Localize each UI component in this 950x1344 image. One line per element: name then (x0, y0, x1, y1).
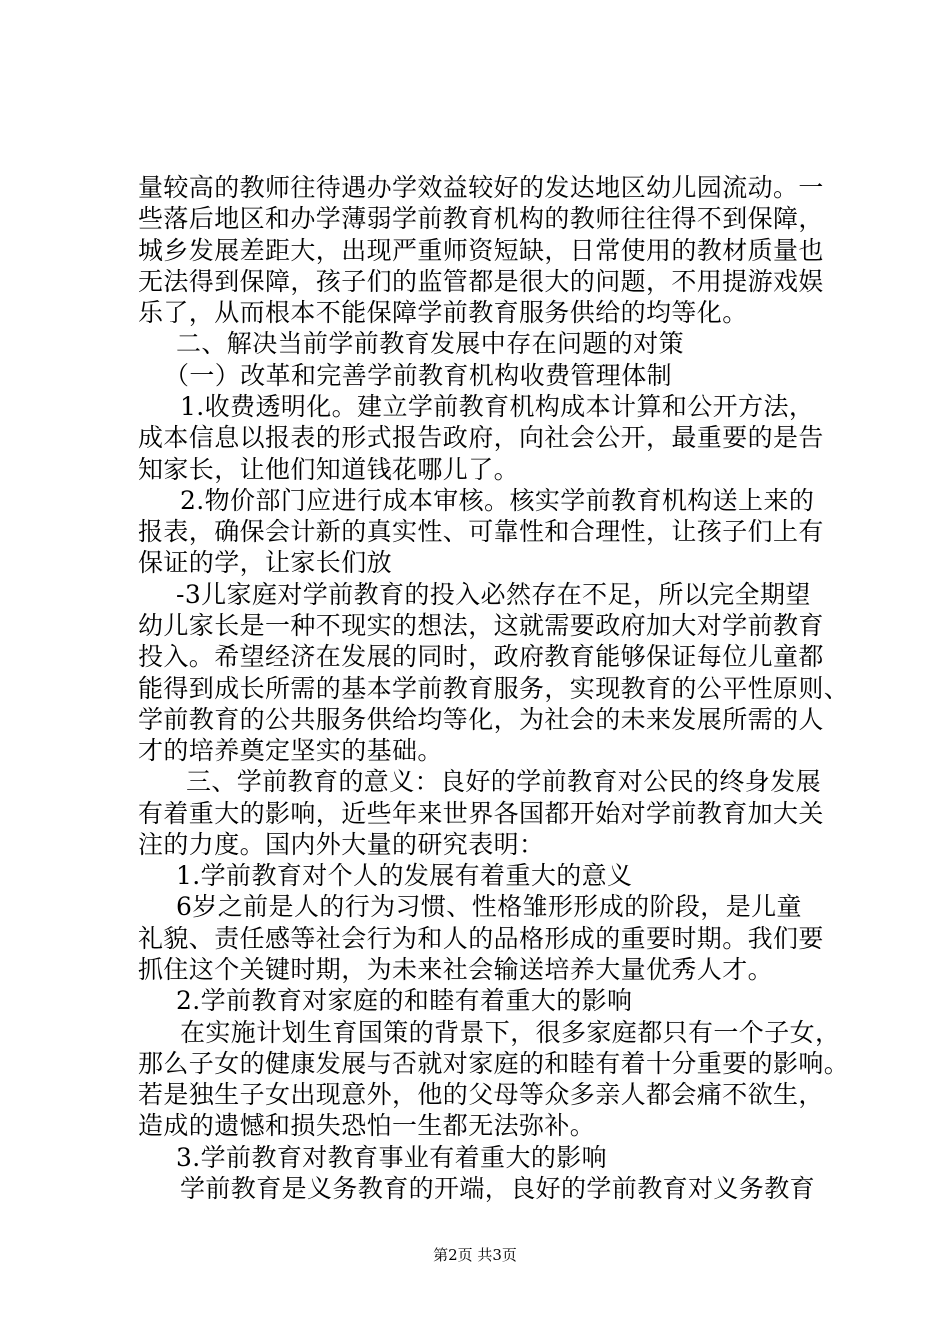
text-line: 城乡发展差距大，出现严重师资短缺，日常使用的教材质量也 (138, 236, 824, 265)
text-line: 能得到成长所需的基本学前教育服务，实现教育的公平性原则、 (138, 674, 850, 703)
text-line: 量较高的教师往待遇办学效益较好的发达地区幼儿园流动。一 (138, 173, 824, 202)
text-line: 无法得到保障，孩子们的监管都是很大的问题，不用提游戏娱 (138, 267, 824, 296)
text-line: -3儿家庭对学前教育的投入必然存在不足，所以完全期望 (176, 580, 811, 609)
text-line: 那么子女的健康发展与否就对家庭的和睦有着十分重要的影响。 (138, 1049, 850, 1078)
text-line: 乐了，从而根本不能保障学前教育服务供给的均等化。 (138, 298, 748, 327)
text-line: 造成的遗憾和损失恐怕一生都无法弥补。 (138, 1111, 596, 1140)
text-line: 学前教育的公共服务供给均等化，为社会的未来发展所需的人 (138, 705, 824, 734)
text-line: 报表，确保会计新的真实性、可靠性和合理性，让孩子们上有 (138, 517, 824, 546)
text-line: 知家长，让他们知道钱花哪儿了。 (138, 455, 520, 484)
section-heading: 二、解决当前学前教育发展中存在问题的对策 (176, 329, 685, 358)
text-line: 成本信息以报表的形式报告政府，向社会公开，最重要的是告 (138, 423, 824, 452)
text-line: 抓住这个关键时期，为未来社会输送培养大量优秀人才。 (138, 955, 774, 984)
text-line: 学前教育是义务教育的开端，良好的学前教育对义务教育 (180, 1174, 816, 1203)
text-line: 1.收费透明化。建立学前教育机构成本计算和公开方法， (180, 392, 815, 421)
text-line: 6岁之前是人的行为习惯、性格雏形形成的阶段，是儿童 (176, 892, 802, 921)
section-heading: 三、学前教育的意义：良好的学前教育对公民的终身发展 (186, 767, 822, 796)
text-line: 幼儿家长是一种不现实的想法，这就需要政府加大对学前教育 (138, 611, 824, 640)
text-line: 才的培养奠定坚实的基础。 (138, 736, 443, 765)
text-line: 3.学前教育对教育事业有着重大的影响 (176, 1143, 608, 1172)
text-line: 礼貌、责任感等社会行为和人的品格形成的重要时期。我们要 (138, 924, 824, 953)
text-line: 2.学前教育对家庭的和睦有着重大的影响 (176, 986, 633, 1015)
text-line: 在实施计划生育国策的背景下，很多家庭都只有一个子女， (180, 1018, 841, 1047)
text-line: 1.学前教育对个人的发展有着重大的意义 (176, 861, 633, 890)
text-line: 有着重大的影响，近些年来世界各国都开始对学前教育加大关 (138, 799, 824, 828)
text-line: 2.物价部门应进行成本审核。核实学前教育机构送上来的 (180, 486, 815, 515)
text-line: 若是独生子女出现意外，他的父母等众多亲人都会痛不欲生， (138, 1080, 824, 1109)
page-footer: 第2页 共3页 (433, 1246, 517, 1264)
text-line: 保证的学，让家长们放 (138, 548, 393, 577)
text-line: 投入。希望经济在发展的同时，政府教育能够保证每位儿童都 (138, 642, 824, 671)
text-line: 注的力度。国内外大量的研究表明： (138, 830, 545, 859)
subsection-heading: （一）改革和完善学前教育机构收费管理体制 (164, 361, 673, 390)
text-line: 些落后地区和办学薄弱学前教育机构的教师往往得不到保障， (138, 204, 824, 233)
